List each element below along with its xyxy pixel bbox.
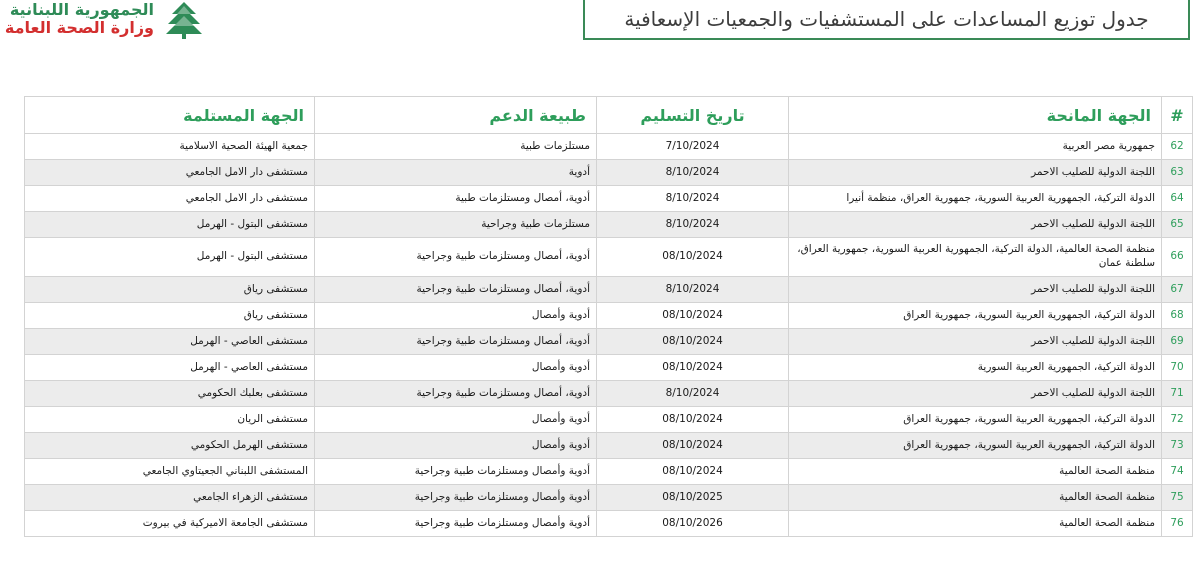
row-number: 70 xyxy=(1162,355,1193,381)
table-row xyxy=(25,329,1193,355)
date-cell: 08/10/2024 xyxy=(597,355,789,381)
recipient-cell: مستشفى بعلبك الحكومي xyxy=(25,381,315,407)
row-number: 64 xyxy=(1162,186,1193,212)
donor-cell: الدولة التركية، الجمهورية العربية السورية، جمهورية العراق، منظمة أنيرا xyxy=(789,186,1162,212)
date-cell: 08/10/2025 xyxy=(597,485,789,511)
recipient-cell: مستشفى العاصي - الهرمل xyxy=(25,329,315,355)
support-cell: أدوية، أمصال ومستلزمات طبية xyxy=(315,186,597,212)
donor-cell: منظمة الصحة العالمية xyxy=(789,459,1162,485)
date-cell: 8/10/2024 xyxy=(597,277,789,303)
recipient-cell: مستشفى الهرمل الحكومي xyxy=(25,433,315,459)
header-recipient: الجهة المستلمة xyxy=(25,97,315,134)
donor-cell: منظمة الصحة العالمية، الدولة التركية، الجمهورية العربية السورية، جمهورية العراق، سلطنة عمان xyxy=(789,238,1162,277)
donor-cell: اللجنة الدولية للصليب الاحمر xyxy=(789,212,1162,238)
header-number: # xyxy=(1162,97,1193,134)
row-number: 68 xyxy=(1162,303,1193,329)
date-cell: 08/10/2024 xyxy=(597,238,789,277)
table-row xyxy=(25,212,1193,238)
table-header-row xyxy=(25,97,1193,134)
row-number: 63 xyxy=(1162,160,1193,186)
date-cell: 8/10/2024 xyxy=(597,212,789,238)
row-number: 74 xyxy=(1162,459,1193,485)
header-support-type: طبيعة الدعم xyxy=(315,97,597,134)
table-row xyxy=(25,355,1193,381)
support-cell: أدوية وأمصال ومستلزمات طبية وجراحية xyxy=(315,459,597,485)
header-delivery-date: تاريخ التسليم xyxy=(597,97,789,134)
donor-cell: اللجنة الدولية للصليب الاحمر xyxy=(789,160,1162,186)
recipient-cell: مستشفى دار الامل الجامعي xyxy=(25,160,315,186)
table-row xyxy=(25,407,1193,433)
donor-cell: الدولة التركية، الجمهورية العربية السورية، جمهورية العراق xyxy=(789,303,1162,329)
aid-distribution-table xyxy=(24,96,1193,537)
date-cell: 8/10/2024 xyxy=(597,381,789,407)
row-number: 67 xyxy=(1162,277,1193,303)
date-cell: 8/10/2024 xyxy=(597,160,789,186)
row-number: 71 xyxy=(1162,381,1193,407)
recipient-cell: مستشفى الجامعة الاميركية في بيروت xyxy=(25,511,315,537)
recipient-cell: مستشفى البتول - الهرمل xyxy=(25,238,315,277)
table-row xyxy=(25,186,1193,212)
date-cell: 08/10/2026 xyxy=(597,511,789,537)
support-cell: أدوية، أمصال ومستلزمات طبية وجراحية xyxy=(315,238,597,277)
support-cell: أدوية وأمصال xyxy=(315,433,597,459)
donor-cell: اللجنة الدولية للصليب الاحمر xyxy=(789,381,1162,407)
row-number: 66 xyxy=(1162,238,1193,277)
donor-cell: منظمة الصحة العالمية xyxy=(789,511,1162,537)
table-row xyxy=(25,134,1193,160)
republic-name: الجمهورية اللبنانية xyxy=(9,0,154,19)
date-cell: 08/10/2024 xyxy=(597,303,789,329)
ministry-logo xyxy=(4,0,216,40)
row-number: 72 xyxy=(1162,407,1193,433)
donor-cell: الدولة التركية، الجمهورية العربية السورية xyxy=(789,355,1162,381)
table-row xyxy=(25,433,1193,459)
recipient-cell: مستشفى رياق xyxy=(25,277,315,303)
table-row xyxy=(25,160,1193,186)
row-number: 73 xyxy=(1162,433,1193,459)
donor-cell: جمهورية مصر العربية xyxy=(789,134,1162,160)
date-cell: 08/10/2024 xyxy=(597,407,789,433)
support-cell: أدوية وأمصال ومستلزمات طبية وجراحية xyxy=(315,485,597,511)
recipient-cell: جمعية الهيئة الصحية الاسلامية xyxy=(25,134,315,160)
row-number: 75 xyxy=(1162,485,1193,511)
row-number: 62 xyxy=(1162,134,1193,160)
support-cell: مستلزمات طبية xyxy=(315,134,597,160)
support-cell: أدوية وأمصال xyxy=(315,407,597,433)
ministry-name xyxy=(5,1,154,38)
date-cell: 08/10/2024 xyxy=(597,433,789,459)
support-cell: مستلزمات طبية وجراحية xyxy=(315,212,597,238)
table-row xyxy=(25,485,1193,511)
donor-cell: الدولة التركية، الجمهورية العربية السورية، جمهورية العراق xyxy=(789,407,1162,433)
row-number: 76 xyxy=(1162,511,1193,537)
support-cell: أدوية وأمصال ومستلزمات طبية وجراحية xyxy=(315,511,597,537)
support-cell: أدوية xyxy=(315,160,597,186)
recipient-cell: مستشفى العاصي - الهرمل xyxy=(25,355,315,381)
recipient-cell: مستشفى رياق xyxy=(25,303,315,329)
date-cell: 8/10/2024 xyxy=(597,186,789,212)
table-row xyxy=(25,238,1193,277)
page-title: جدول توزيع المساعدات على المستشفيات والجمعيات الإسعافية xyxy=(583,0,1190,40)
recipient-cell: مستشفى الزهراء الجامعي xyxy=(25,485,315,511)
table-row xyxy=(25,511,1193,537)
table-row xyxy=(25,277,1193,303)
table-row xyxy=(25,459,1193,485)
support-cell: أدوية، أمصال ومستلزمات طبية وجراحية xyxy=(315,381,597,407)
support-cell: أدوية وأمصال xyxy=(315,303,597,329)
date-cell: 7/10/2024 xyxy=(597,134,789,160)
donor-cell: اللجنة الدولية للصليب الاحمر xyxy=(789,277,1162,303)
recipient-cell: مستشفى دار الامل الجامعي xyxy=(25,186,315,212)
donor-cell: اللجنة الدولية للصليب الاحمر xyxy=(789,329,1162,355)
support-cell: أدوية، أمصال ومستلزمات طبية وجراحية xyxy=(315,277,597,303)
recipient-cell: المستشفى اللبناني الجعيتاوي الجامعي xyxy=(25,459,315,485)
cedar-emblem-icon xyxy=(162,0,206,40)
table-row xyxy=(25,381,1193,407)
support-cell: أدوية وأمصال xyxy=(315,355,597,381)
date-cell: 08/10/2024 xyxy=(597,329,789,355)
ministry-title: وزارة الصحة العامة xyxy=(4,18,154,38)
support-cell: أدوية، أمصال ومستلزمات طبية وجراحية xyxy=(315,329,597,355)
row-number: 65 xyxy=(1162,212,1193,238)
recipient-cell: مستشفى الريان xyxy=(25,407,315,433)
header-donor: الجهة المانحة xyxy=(789,97,1162,134)
table-row xyxy=(25,303,1193,329)
date-cell: 08/10/2024 xyxy=(597,459,789,485)
donor-cell: الدولة التركية، الجمهورية العربية السورية، جمهورية العراق xyxy=(789,433,1162,459)
donor-cell: منظمة الصحة العالمية xyxy=(789,485,1162,511)
row-number: 69 xyxy=(1162,329,1193,355)
recipient-cell: مستشفى البتول - الهرمل xyxy=(25,212,315,238)
